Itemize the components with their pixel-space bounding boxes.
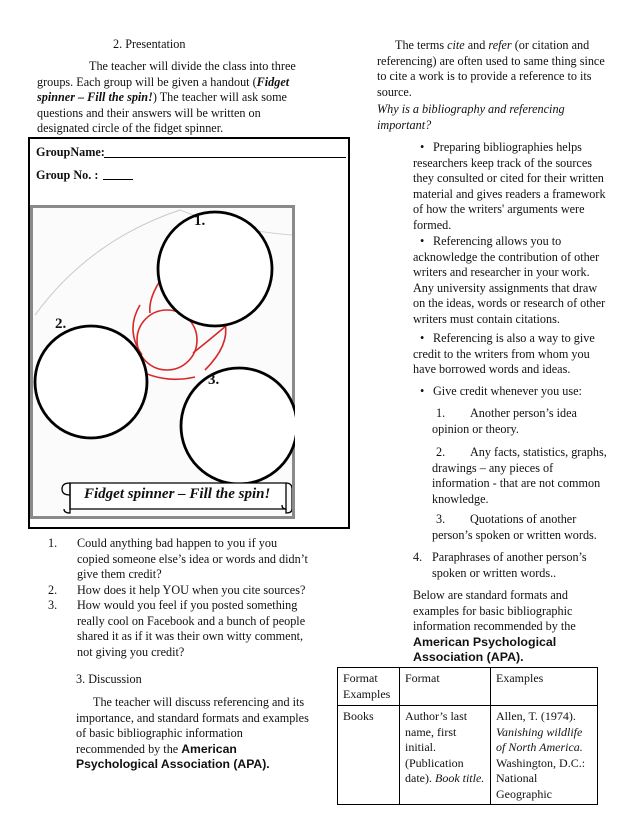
table-cell-example: Allen, T. (1974). Vanishing wildlife of North America. Washington, D.C.: National Geographic (491, 706, 598, 805)
discussion-heading: 3. Discussion (76, 672, 142, 686)
circle-label-1: 1. (194, 213, 206, 229)
terms-paragraph: The terms cite and refer (or citation and referencing) are often used to same thing since to cite a work is to provide a reference to its source. (377, 38, 605, 99)
table-header-cell: Examples (491, 668, 598, 706)
group-number-blank (103, 179, 133, 180)
question-item: 2. How does it help YOU when you cite sources? (48, 582, 306, 597)
table-row (338, 706, 598, 805)
table-header-row (338, 668, 598, 706)
presentation-heading: 2. Presentation (113, 37, 186, 51)
answer-circle-2 (35, 326, 147, 438)
sub-list-item: 2. Any facts, statistics, graphs, drawings – any pieces of information - that are not common knowledge. (432, 445, 607, 506)
below-paragraph: Below are standard formats and examples for basic bibliographic information recommended by the American Psychological Association (APA). (413, 588, 576, 664)
question-item: 3. How would you feel if you posted something really cool on Facebook and a bunch of people shared it as if it was their own witty comment, not giving you credit? (48, 598, 306, 659)
sub-list-item: 3. Quotations of another person’s spoken or written words. (432, 512, 597, 542)
discussion-questions (48, 536, 308, 660)
why-question: Why is a bibliography and referencing important? (377, 102, 565, 132)
group-number-label: Group No. : (36, 168, 99, 182)
circle-label-3: 3. (208, 372, 220, 388)
bullet-item: • Referencing allows you to acknowledge the contribution of other writers and researcher in your work. Any university assignments that draw on the ideas, words or research of other writers must contain citations. (413, 234, 606, 326)
title-scroll-banner (60, 479, 292, 515)
circle-label-2: 2. (55, 316, 67, 332)
fidget-spinner-drawing (30, 205, 295, 519)
table-header-cell: Format Examples (338, 668, 400, 706)
apa-format-table (337, 667, 598, 805)
question-item: 1. Could anything bad happen to you if you copied someone else’s idea or words and didn’t give them credit? (48, 536, 308, 581)
group-name-label: GroupName: (36, 145, 105, 159)
presentation-paragraph: The teacher will divide the class into three groups. Each group will be given a handout (Fidget spinner – Fill the spin!) The teacher will ask some questions and their answers will be written on designated circle of the fidget spinner. (37, 59, 296, 135)
bullet-item: • Preparing bibliographies helps researchers keep track of the sources they consulted or cited for their written material and gives readers a framework of how the writers' arguments were formed. (413, 140, 606, 232)
answer-circle-3 (181, 368, 295, 484)
fidget-spinner-figure (30, 205, 295, 519)
table-header-cell: Format (400, 668, 491, 706)
bullet-item: • Give credit whenever you use: (420, 384, 582, 398)
sub-list-item: 1. Another person’s idea opinion or theory. (432, 406, 577, 436)
table-cell-type: Books (338, 706, 400, 805)
group-name-blank (104, 157, 346, 158)
numbered-item-4: 4. Paraphrases of another person’s spoken or written words.. (413, 550, 587, 580)
handout-title: Fidget spinner – Fill the spin! (84, 486, 271, 502)
table-cell-format: Author’s last name, first initial. (Publication date). Book title. (400, 706, 491, 805)
handout-title-ref: Fidget spinner – Fill the spin! (37, 74, 290, 104)
bullet-item: • Referencing is also a way to give credit to the writers from whom you have borrowed words and ideas. (413, 331, 595, 376)
answer-circle-1 (158, 212, 272, 326)
discussion-paragraph: The teacher will discuss referencing and its importance, and standard formats and examples of basic bibliographic information recommended by the American Psychological Association (APA). (76, 695, 309, 771)
